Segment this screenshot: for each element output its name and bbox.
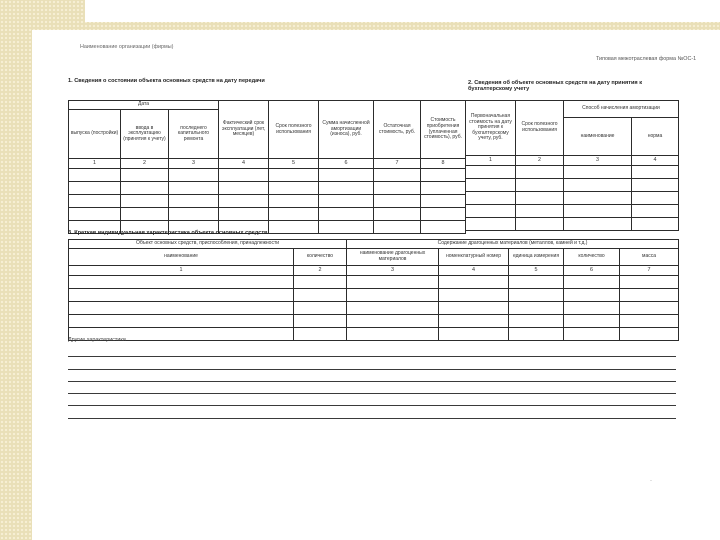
col-number: 5	[269, 159, 319, 169]
col-header-useful-life-2: Срок полезного использования	[516, 101, 564, 156]
ruled-line	[68, 381, 676, 382]
col-header-issue: выпуска (постройки)	[69, 110, 121, 159]
section2-title: 2. Сведения об объекте основных средств на дату принятия к бухгалтерскому учету	[468, 80, 643, 93]
table-row	[466, 192, 679, 205]
organization-line: Наименование организации (фирмы)	[80, 44, 174, 50]
section1-title: 1. Сведения о состоянии объекта основных средств на дату передачи	[68, 78, 265, 84]
decorative-top-border	[0, 0, 720, 30]
ruled-line	[68, 405, 676, 406]
group-header-object: Объект основных средств, приспособления, принадлежности	[69, 240, 347, 249]
form-reference: Типовая межотраслевая форма №ОС-1	[596, 56, 697, 62]
group-header-precious: Содержание драгоценных материалов (металлов, камней и т.д.)	[347, 240, 679, 249]
group-header-depreciation-method: Способ начисления амортизации	[564, 101, 679, 118]
ruled-line	[68, 369, 676, 370]
table-row	[69, 169, 466, 182]
col-number: 2	[294, 266, 347, 276]
col-header-method-name: наименование	[564, 118, 632, 156]
other-characteristics-label: Другие характеристики	[68, 337, 126, 343]
col-number: 2	[516, 156, 564, 166]
section3-table	[68, 239, 679, 341]
ruled-line	[68, 393, 676, 394]
table-row	[466, 218, 679, 231]
table-row	[69, 328, 679, 341]
col-number: 6	[564, 266, 620, 276]
col-number: 8	[421, 159, 466, 169]
section1-table	[68, 100, 466, 234]
col-number: 3	[564, 156, 632, 166]
page-mark: ·	[650, 478, 652, 484]
table-row	[466, 179, 679, 192]
col-number: 4	[219, 159, 269, 169]
col-number: 3	[169, 159, 219, 169]
decorative-left-border	[0, 0, 32, 540]
table-row	[466, 205, 679, 218]
col-number: 1	[466, 156, 516, 166]
col-number: 5	[509, 266, 564, 276]
col-header-unit: единица измерения	[509, 249, 564, 266]
col-header-last-repair: последнего капитального ремонта	[169, 110, 219, 159]
col-header-initial-cost: Первоначальная стоимость на дату принятия к бухгалтерскому учету, руб.	[466, 101, 516, 156]
section3-title: 3. Краткая индивидуальная характеристика объекта основных средств	[68, 230, 268, 236]
col-header-quantity-2: количество	[564, 249, 620, 266]
col-header-useful-life: Срок полезного использования	[269, 101, 319, 159]
table-row	[69, 208, 466, 221]
col-number: 7	[620, 266, 679, 276]
col-header-depreciation: Сумма начисленной амортизации (износа), руб.	[319, 101, 374, 159]
col-number: 3	[347, 266, 439, 276]
table-row	[69, 195, 466, 208]
col-header-name: наименование	[69, 249, 294, 266]
col-number: 4	[632, 156, 679, 166]
col-number: 7	[374, 159, 421, 169]
table-row	[69, 276, 679, 289]
col-header-acquisition: Стоимость приобретения (уплаченная стоимость), руб.	[421, 101, 466, 159]
section2-table	[465, 100, 679, 231]
table-row	[69, 315, 679, 328]
col-header-mass: масса	[620, 249, 679, 266]
col-number: 6	[319, 159, 374, 169]
ruled-line	[68, 418, 676, 419]
col-header-precious-name: наименование драгоценных материалов	[347, 249, 439, 266]
col-header-rate: норма	[632, 118, 679, 156]
ruled-line	[68, 356, 676, 357]
col-number: 1	[69, 159, 121, 169]
col-header-fact-term: Фактический срок эксплуатации (лет, месяцев)	[219, 101, 269, 159]
table-row	[69, 182, 466, 195]
col-number: 1	[69, 266, 294, 276]
table-row	[69, 289, 679, 302]
col-header-quantity: количество	[294, 249, 347, 266]
table-row	[69, 302, 679, 315]
col-header-nomenclature: номенклатурный номер	[439, 249, 509, 266]
col-number: 2	[121, 159, 169, 169]
col-header-commissioning: ввода в эксплуатацию (принятия к учету)	[121, 110, 169, 159]
col-header-residual: Остаточная стоимость, руб.	[374, 101, 421, 159]
col-number: 4	[439, 266, 509, 276]
group-header-date: Дата	[69, 101, 219, 110]
table-row	[466, 166, 679, 179]
